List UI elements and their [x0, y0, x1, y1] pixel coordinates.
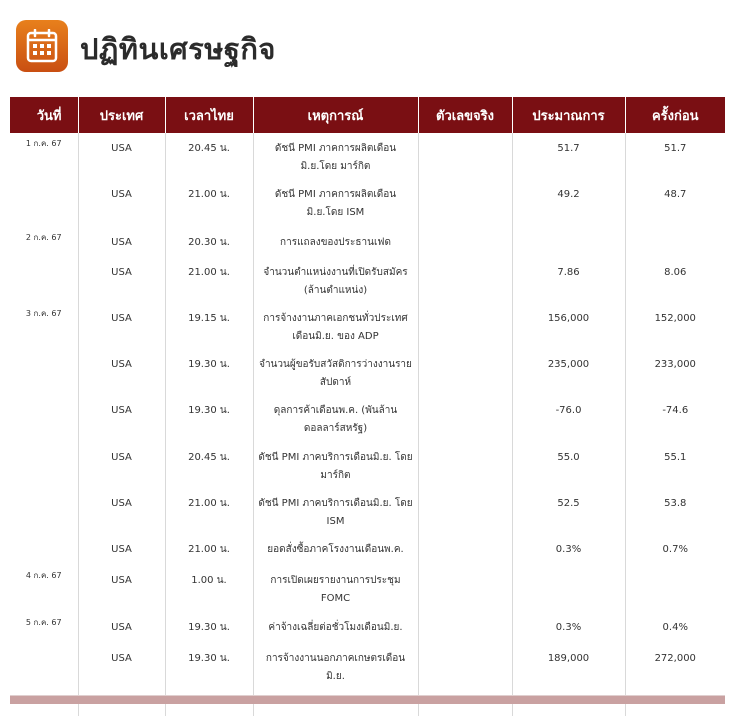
date-cell [10, 257, 78, 303]
date-cell [10, 643, 78, 686]
forecast-cell: 189,000 [512, 643, 625, 686]
column-header-event: เหตุการณ์ [253, 97, 418, 133]
table-row [10, 534, 725, 565]
event-cell: ดัชนี PMI ภาคบริการเดือนมิ.ย. โดย ISM [253, 488, 418, 534]
page-header [16, 20, 716, 74]
event-cell: จำนวนผู้ขอรับสวัสดิการว่างงานราย สัปดาห์ [253, 349, 418, 395]
event-cell: ค่าจ้างเฉลี่ยต่อชั่วโมงเดือนมิ.ย. [253, 612, 418, 643]
country-cell: USA [78, 257, 165, 303]
time-cell: 19.30 น. [165, 395, 253, 442]
previous-cell: 8.06 [625, 257, 725, 303]
time-cell: 1.00 น. [165, 565, 253, 612]
forecast-cell: 156,000 [512, 303, 625, 349]
date-cell [10, 534, 78, 565]
actual-cell [418, 303, 512, 349]
actual-cell [418, 643, 512, 686]
country-cell: USA [78, 565, 165, 612]
event-cell: ดัชนี PMI ภาคบริการเดือนมิ.ย. โดย มาร์กิต [253, 442, 418, 488]
event-cell: ดุลการค้าเดือนพ.ค. (พันล้าน ดอลลาร์สหรัฐ) [253, 395, 418, 442]
previous-cell: 272,000 [625, 643, 725, 686]
actual-cell [418, 612, 512, 643]
actual-cell [418, 257, 512, 303]
table-row [10, 227, 725, 257]
table-footer-bar [10, 695, 725, 704]
country-cell: USA [78, 303, 165, 349]
table-row [10, 643, 725, 686]
country-cell: USA [78, 643, 165, 686]
actual-cell [418, 534, 512, 565]
date-cell [10, 442, 78, 488]
table-row [10, 395, 725, 442]
date-cell [10, 488, 78, 534]
forecast-cell: 0.3% [512, 534, 625, 565]
calendar-icon [16, 20, 68, 72]
previous-cell [625, 565, 725, 612]
date-cell [10, 349, 78, 395]
country-cell: USA [78, 395, 165, 442]
event-cell: ดัชนี PMI ภาคการผลิตเดือนมิ.ย.โดย มาร์กิต [253, 133, 418, 179]
country-cell: USA [78, 349, 165, 395]
column-header-previous: ครั้งก่อน [625, 97, 725, 133]
column-header-thai-time: เวลาไทย [165, 97, 253, 133]
forecast-cell [512, 227, 625, 257]
date-cell: 2 ก.ค. 67 [25, 233, 62, 242]
previous-cell: 152,000 [625, 303, 725, 349]
forecast-cell: 49.2 [512, 179, 625, 227]
previous-cell: 0.4% [625, 612, 725, 643]
time-cell: 19.30 น. [165, 643, 253, 686]
previous-cell: 51.7 [625, 133, 725, 179]
forecast-cell: 52.5 [512, 488, 625, 534]
country-cell: USA [78, 179, 165, 227]
table-row [10, 565, 725, 612]
country-cell: USA [78, 442, 165, 488]
previous-cell: 233,000 [625, 349, 725, 395]
time-cell: 21.00 น. [165, 534, 253, 565]
country-cell: USA [78, 227, 165, 257]
event-cell: การจ้างงานภาคเอกชนทั่วประเทศ เดือนมิ.ย. ของ ADP [253, 303, 418, 349]
previous-cell: 48.7 [625, 179, 725, 227]
event-cell: จำนวนตำแหน่งงานที่เปิดรับสมัคร (ล้านตำแหน่ง) [253, 257, 418, 303]
time-cell: 19.15 น. [165, 303, 253, 349]
event-cell: การเปิดเผยรายงานการประชุม FOMC [253, 565, 418, 612]
table-row [10, 257, 725, 303]
country-cell: USA [78, 488, 165, 534]
column-header-country: ประเทศ [78, 97, 165, 133]
time-cell: 20.45 น. [165, 442, 253, 488]
previous-cell [625, 227, 725, 257]
event-cell: ดัชนี PMI ภาคการผลิตเดือนมิ.ย.โดย ISM [253, 179, 418, 227]
time-cell: 21.00 น. [165, 179, 253, 227]
date-cell: 3 ก.ค. 67 [25, 309, 62, 318]
forecast-cell [512, 565, 625, 612]
country-cell: USA [78, 133, 165, 179]
page-title: ปฏิทินเศรษฐกิจ [80, 32, 276, 66]
forecast-cell: 7.86 [512, 257, 625, 303]
previous-cell: 55.1 [625, 442, 725, 488]
table-row [10, 612, 725, 643]
table-header-row [10, 97, 725, 133]
column-header-forecast: ประมาณการ [512, 97, 625, 133]
date-cell: 4 ก.ค. 67 [25, 571, 62, 580]
date-cell: 1 ก.ค. 67 [25, 139, 62, 148]
actual-cell [418, 488, 512, 534]
country-cell: USA [78, 612, 165, 643]
forecast-cell: 235,000 [512, 349, 625, 395]
forecast-cell: 51.7 [512, 133, 625, 179]
previous-cell: -74.6 [625, 395, 725, 442]
time-cell: 20.45 น. [165, 133, 253, 179]
event-cell: การจ้างงานนอกภาคเกษตรเดือนมิ.ย. [253, 643, 418, 686]
economic-calendar-table [10, 97, 725, 716]
actual-cell [418, 179, 512, 227]
forecast-cell: 55.0 [512, 442, 625, 488]
forecast-cell: 0.3% [512, 612, 625, 643]
time-cell: 20.30 น. [165, 227, 253, 257]
event-cell: การแถลงของประธานเฟด [253, 227, 418, 257]
column-header-actual: ตัวเลขจริง [418, 97, 512, 133]
actual-cell [418, 565, 512, 612]
previous-cell: 0.7% [625, 534, 725, 565]
actual-cell [418, 227, 512, 257]
actual-cell [418, 442, 512, 488]
date-cell [10, 179, 78, 227]
time-cell: 19.30 น. [165, 612, 253, 643]
time-cell: 21.00 น. [165, 488, 253, 534]
country-cell: USA [78, 534, 165, 565]
actual-cell [418, 395, 512, 442]
table-row [10, 133, 725, 179]
table-row [10, 488, 725, 534]
actual-cell [418, 349, 512, 395]
event-cell: ยอดสั่งซื้อภาคโรงงานเดือนพ.ค. [253, 534, 418, 565]
date-cell: 5 ก.ค. 67 [25, 618, 62, 627]
date-cell [10, 395, 78, 442]
table-row [10, 179, 725, 227]
forecast-cell: -76.0 [512, 395, 625, 442]
table-row [10, 349, 725, 395]
time-cell: 21.00 น. [165, 257, 253, 303]
table-row [10, 303, 725, 349]
previous-cell: 53.8 [625, 488, 725, 534]
time-cell: 19.30 น. [165, 349, 253, 395]
column-header-date: วันที่ [10, 97, 78, 133]
actual-cell [418, 133, 512, 179]
table-row [10, 442, 725, 488]
